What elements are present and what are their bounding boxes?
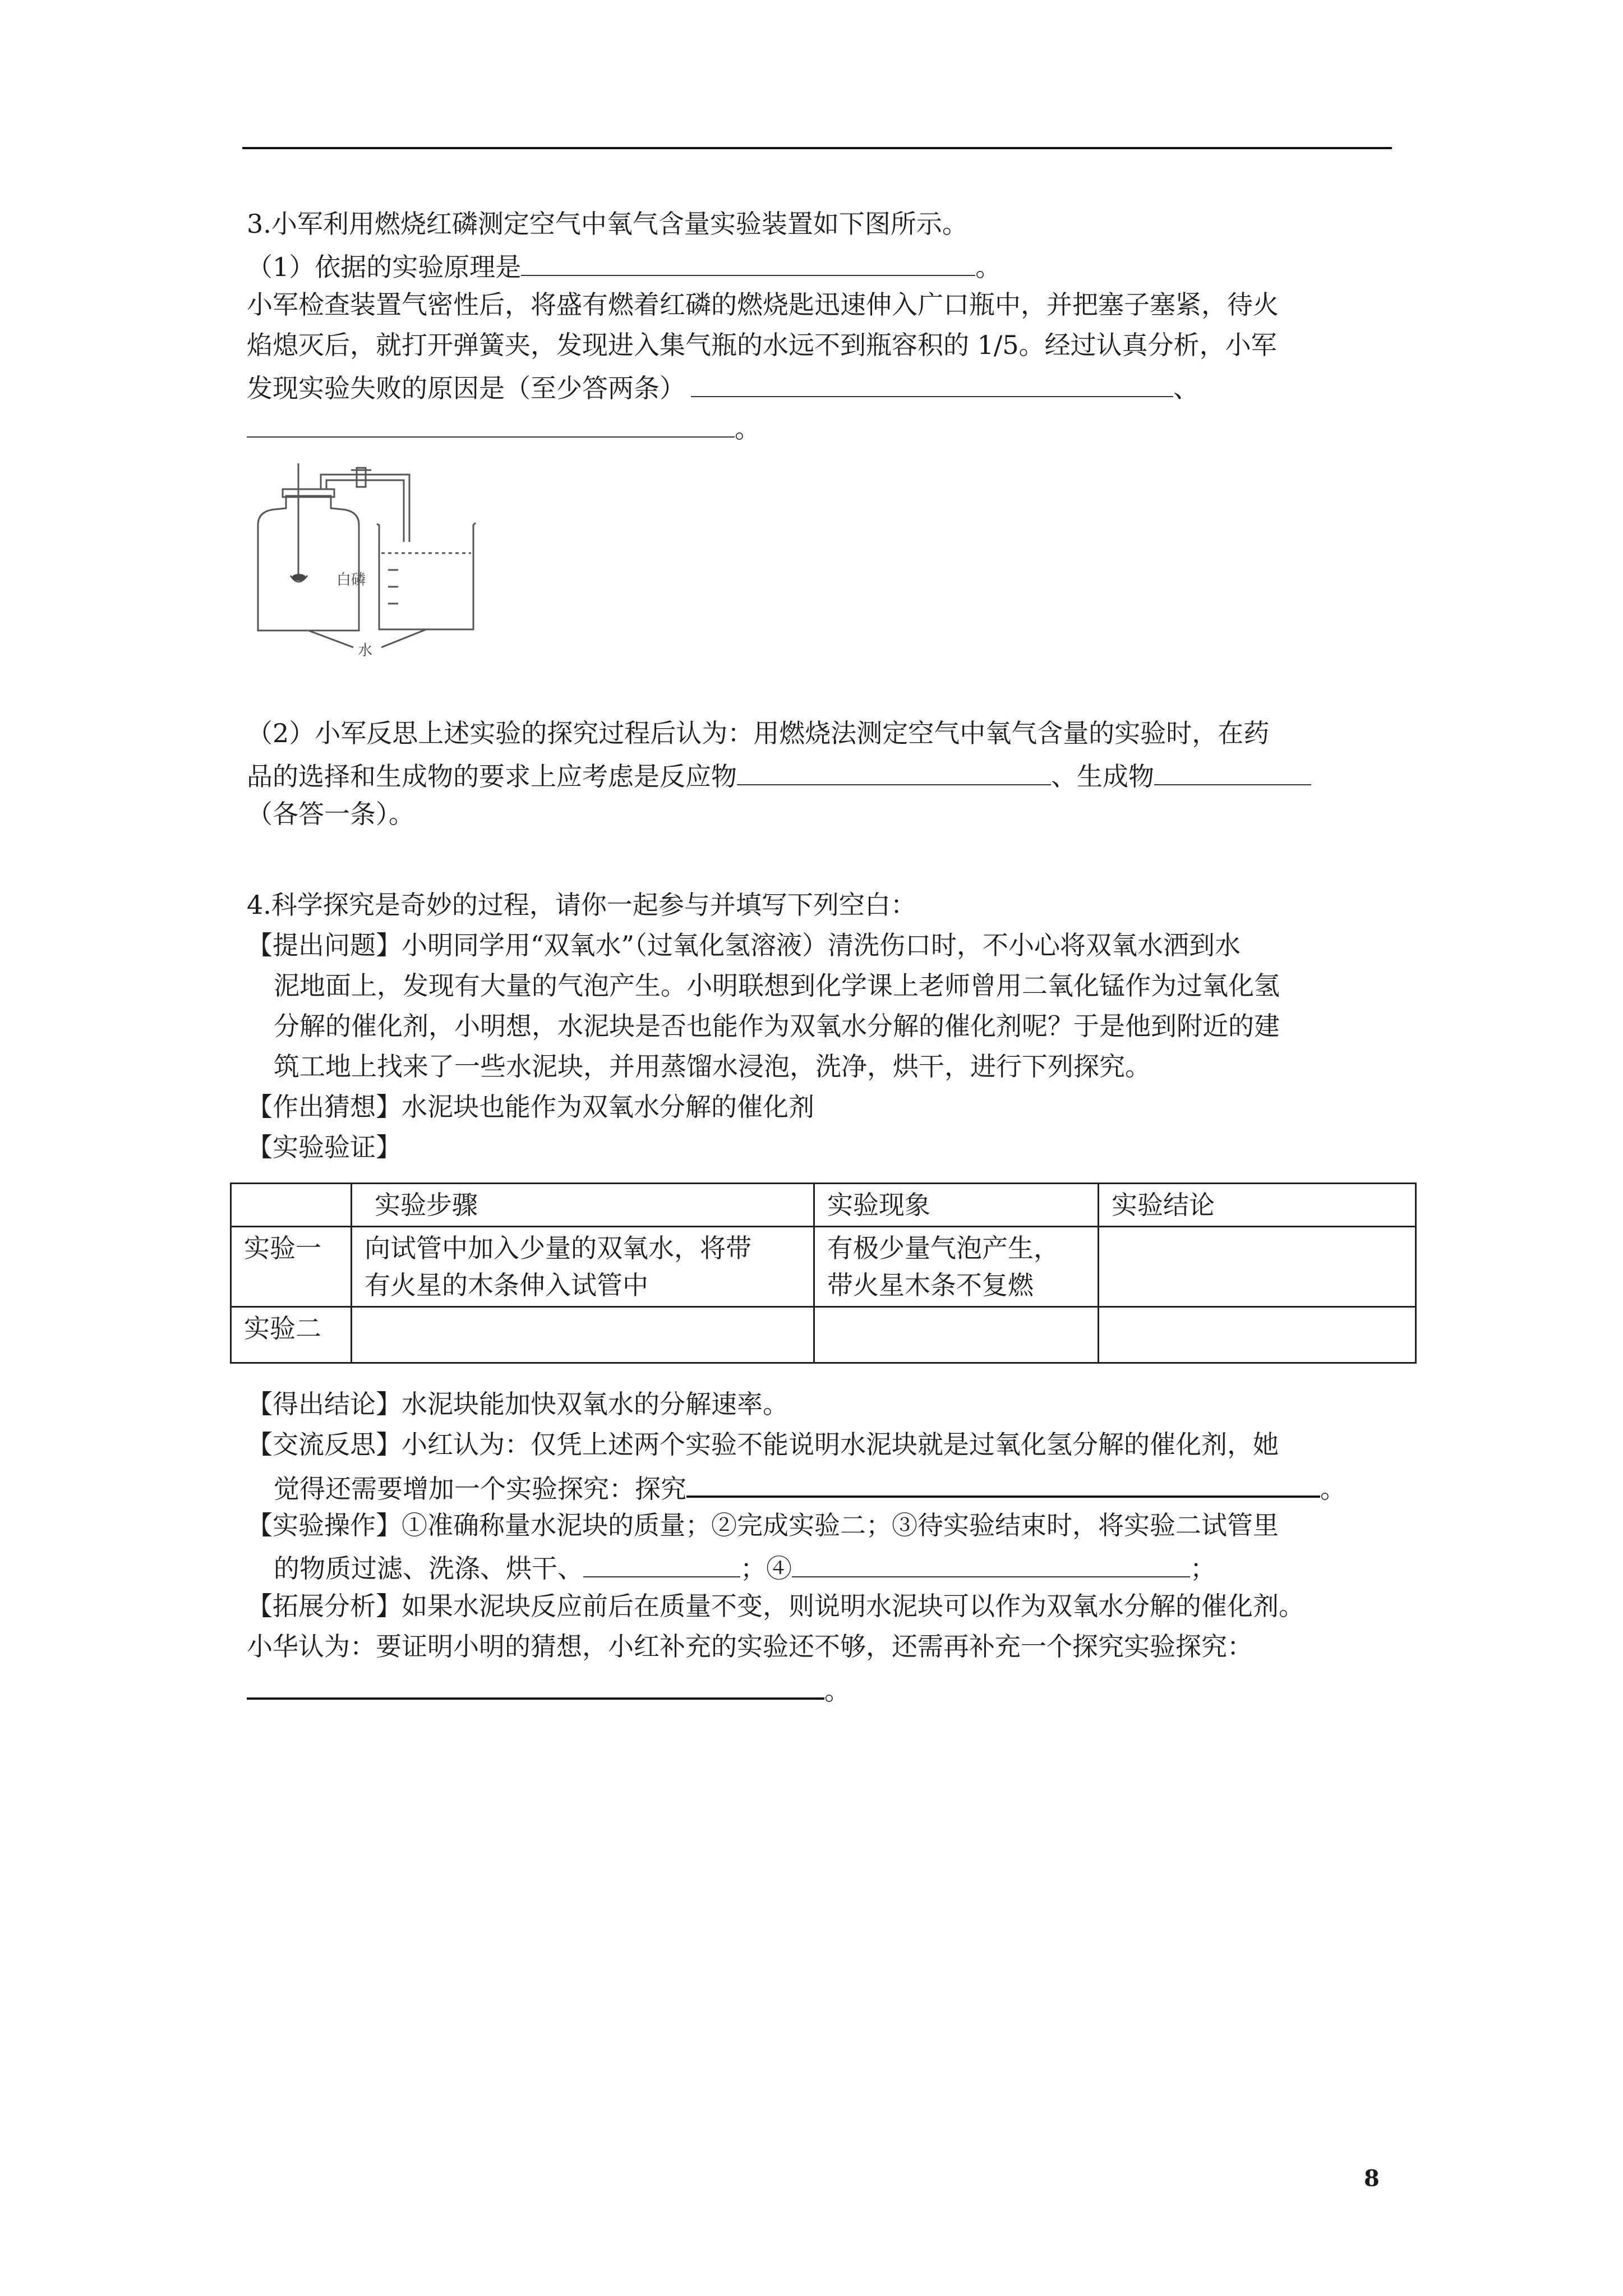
q4-title: 4.科学探究是奇妙的过程，请你一起参与并填写下列空白： (247, 890, 916, 920)
q4-ask: 【提出问题】小明同学用“双氧水”（过氧化氢溶液）清洗伤口时，不小心将双氧水洒到水 (247, 930, 1241, 960)
q4-reflect: 【交流反思】小红认为：仅凭上述两个实验不能说明水泥块就是过氧化氢分解的催化剂，她 (247, 1429, 1279, 1460)
q4-operation: 的物质过滤、洗涤、烘干、 ；④ ； (274, 1547, 1216, 1587)
table-cell-name: 实验二 (231, 1307, 352, 1363)
q3-text-line: 小军检查装置气密性后，将盛有燃着红磷的燃烧匙迅速伸入广口瓶中，并把塞子塞紧，待火 (247, 289, 1279, 320)
table-cell-conclusion[interactable] (1099, 1307, 1416, 1363)
table-cell-observation[interactable] (814, 1307, 1099, 1363)
q4-operation: 【实验操作】①准确称量水泥块的质量；②完成实验二；③待实验结束时，将实验二试管里 (247, 1510, 1279, 1540)
q3-text-line: （各答一条）。 (247, 799, 414, 829)
table-cell-name: 实验一 (231, 1227, 352, 1307)
table-header-cell: 实验现象 (814, 1184, 1099, 1227)
q4-ask: 泥地面上，发现有大量的气泡产生。小明联想到化学课上老师曾用二氧化锰作为过氧化氢 (274, 970, 1280, 1001)
table-header-cell: 实验结论 (1099, 1184, 1416, 1227)
answer-blank-extra-experiment[interactable] (247, 1668, 824, 1700)
table-cell-step[interactable] (352, 1307, 814, 1363)
q3-text-line: 。 (247, 407, 760, 447)
q4-ask: 分解的催化剂，小明想，水泥块是否也能作为双氧水分解的催化剂呢？于是他到附近的建 (274, 1011, 1280, 1041)
apparatus-figure (247, 458, 538, 660)
answer-blank-step3[interactable] (583, 1547, 740, 1577)
q4-verify-heading: 【实验验证】 (247, 1132, 402, 1162)
table-cell-step: 向试管中加入少量的双氧水，将带 有火星的木条伸入试管中 (352, 1227, 814, 1307)
table-header-row (231, 1184, 1416, 1227)
answer-blank-explore[interactable] (686, 1466, 1320, 1498)
table-row (231, 1227, 1416, 1307)
q3-text-line: 发现实验失败的原因是（至少答两条） 、 (247, 367, 1199, 407)
q3-part1: （1）依据的实验原理是 。 (247, 246, 1001, 286)
answer-blank-product[interactable] (1154, 755, 1311, 785)
page-number: 8 (1364, 2165, 1380, 2192)
table-header-cell (231, 1184, 352, 1227)
answer-blank-reason-2[interactable] (247, 407, 735, 438)
q4-extension: 。 (247, 1668, 850, 1709)
answer-blank-reason-1[interactable] (691, 367, 1173, 397)
q4-extension: 【拓展分析】如果水泥块反应前后在质量不变，则说明水泥块可以作为双氧水分解的催化剂。 (247, 1591, 1304, 1621)
q3-text-line: 焰熄灭后，就打开弹簧夹，发现进入集气瓶的水远不到瓶容积的 1/5。经过认真分析，小军 (247, 330, 1277, 360)
figure-label-phosphorus: 白磷 (336, 572, 366, 588)
q4-extension: 小华认为：要证明小明的猜想，小红补充的实验还不够，还需再补充一个探究实验探究： (247, 1631, 1253, 1662)
table-header-cell: 实验步骤 (352, 1184, 814, 1227)
q4-reflect: 觉得还需要增加一个实验探究：探究 。 (274, 1466, 1346, 1507)
q3-title: 3.小军利用燃烧红磷测定空气中氧气含量实验装置如下图所示。 (247, 209, 968, 239)
answer-blank-principle[interactable] (521, 246, 975, 276)
q3-part2: （2）小军反思上述实验的探究过程后认为：用燃烧法测定空气中氧气含量的实验时，在药 (247, 718, 1270, 748)
header-rule (242, 147, 1392, 149)
q4-conclusion: 【得出结论】水泥块能加快双氧水的分解速率。 (247, 1389, 789, 1419)
table-cell-observation: 有极少量气泡产生， 带火星木条不复燃 (814, 1227, 1099, 1307)
q4-ask: 筑工地上找来了一些水泥块，并用蒸馏水浸泡，洗净，烘干，进行下列探究。 (274, 1051, 1151, 1082)
q4-guess: 【作出猜想】水泥块也能作为双氧水分解的催化剂 (247, 1092, 814, 1122)
answer-blank-step4[interactable] (792, 1547, 1190, 1577)
table-cell-conclusion[interactable] (1099, 1227, 1416, 1307)
experiment-table (230, 1182, 1417, 1364)
figure-label-water: 水 (358, 642, 373, 659)
answer-blank-reactant[interactable] (737, 755, 1051, 785)
q3-text-line: 品的选择和生成物的要求上应考虑是反应物 、生成物 (247, 755, 1311, 795)
table-row (231, 1307, 1416, 1363)
